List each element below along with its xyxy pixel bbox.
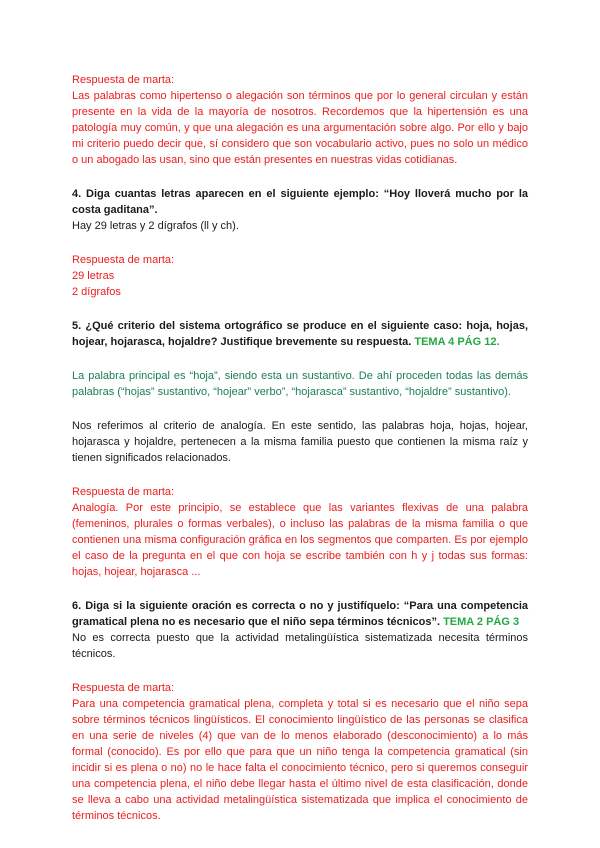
question-6-text [72,598,528,630]
question-4-answer: Hay 29 letras y 2 dígrafos (ll y ch). [72,220,239,232]
section-previous-answer [72,72,528,168]
question-4-text: 4. Diga cuantas letras aparecen en el siguiente ejemplo: “Hoy lloverá mucho por la costa gaditana”. [72,188,528,216]
tema-reference: TEMA 4 PÁG 12. [414,336,500,348]
marta-answer-label: Respuesta de marta: [72,682,175,694]
question-6-prompt: 6. Diga si la siguiente oración es correcta o no y justifíquelo: “Para una competencia gramatical plena no es necesario que el niño sepa términos técnicos”. [72,600,528,628]
question-5-text [72,318,528,350]
question-5-answer: Nos referimos al criterio de analogía. En este sentido, las palabras hoja, hojas, hojear, hojarasca y hojaldre, pertenecen a la misma familia puesto que contienen la misma raíz y tienen significados relacionados. [72,420,528,464]
marta-answer-text: Las palabras como hipertenso o alegación son términos que por lo general circulan y están presente en la vida de la mayoría de nosotros. Recordemos que la hipertensión es una patología muy común, y que una alegación es una argumentación sobre algo. Por ello y bajo mi criterio puedo decir que, sí considero que son vocabulario activo, pues no solo un médico o un abogado las usan, sino que están presentes en nuestras vidas cotidianas. [72,90,528,166]
marta-answer-label: Respuesta de marta: [72,254,175,266]
tema-reference: TEMA 2 PÁG 3 [443,616,520,628]
marta-answer-label: Respuesta de marta: [72,486,175,498]
question-5-note: La palabra principal es “hoja”, siendo esta un sustantivo. De ahí proceden todas las demás palabras (“hojas” sustantivo, “hojear” verbo”, “hojarasca” sustantivo, “hojaldre” sustantivo). [72,370,528,398]
marta-answer-text: Analogía. Por este principio, se establece que las variantes flexivas de una palabra (femeninos, plurales o formas verbales), o incluso las palabras de la misma familia o que contienen una misma configuración gráfica en los segmentos que comparten. Es por ejemplo el caso de la pregunta en el que con hoja se escribe también con h y j todas sus formas: hojas, hojear, hojarasca ... [72,502,528,578]
question-6-section [72,598,528,824]
marta-answer-line: 29 letras [72,270,115,282]
marta-answer-text: Para una competencia gramatical plena, completa y total si es necesario que el niño sepa sobre términos técnicos lingüísticos. El conocimiento lingüístico de las personas se clasifica en una serie de niveles (4) que van de lo menos elaborado (desconocimiento) a lo más formal (conocido). Es por ello que para que un niño tenga la competencia gramatical (sin incidir si es plena o no) no le hace falta el conocimiento técnico, pero si queremos conseguir una competencia plena, el niño debe llegar hasta el último nivel de esta clasificación, donde se lleva a cabo una actividad metalingüística sistematizada que implica el conocimiento de términos técnicos. [72,698,528,822]
question-5-section [72,318,528,580]
question-4-section [72,186,528,300]
marta-answer-label: Respuesta de marta: [72,74,175,86]
question-5-prompt: 5. ¿Qué criterio del sistema ortográfico se produce en el siguiente caso: hoja, hojas, hojear, hojarasca, hojaldre? Justifique brevemente su respuesta. [72,320,528,348]
question-6-answer: No es correcta puesto que la actividad metalingüística sistematizada necesita términos técnicos. [72,632,528,660]
marta-answer-line: 2 dígrafos [72,286,121,298]
